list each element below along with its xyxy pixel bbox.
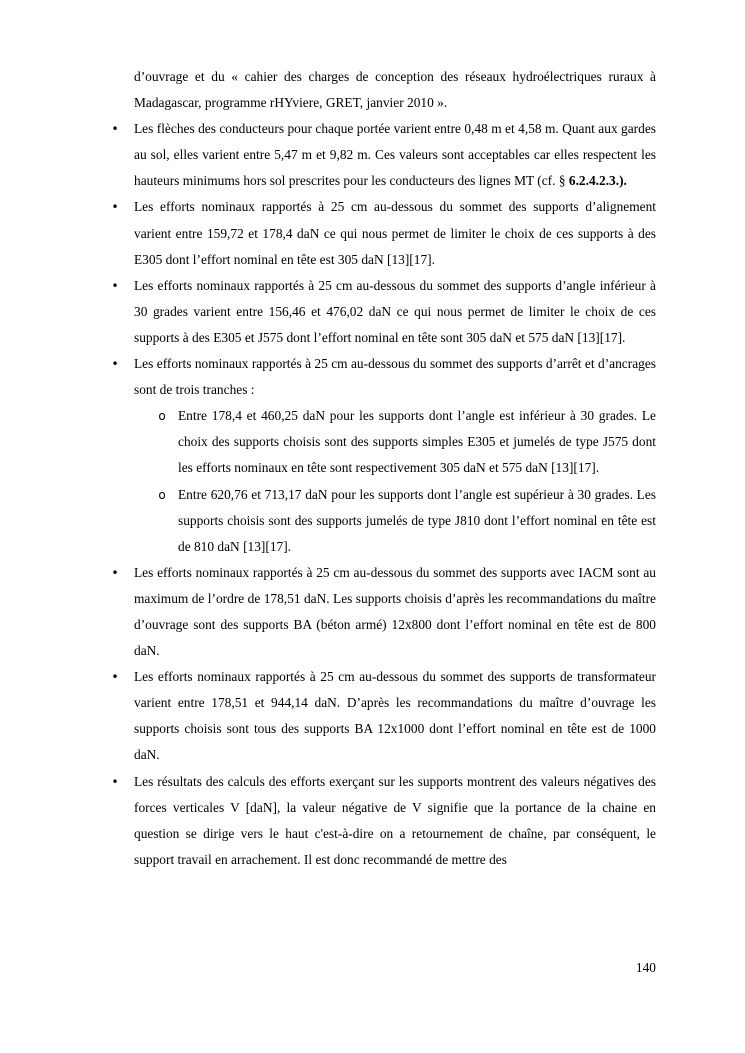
bullet-text: Les efforts nominaux rapportés à 25 cm au-dessous du sommet des supports d’angle inférieur à 30 grades varient entre 156,46 et 476,02 daN ce qui nous permet de limiter le choix de ces supports à des E305 et J575 dont l’effort nominal en tête sont 305 daN et 575 daN [13][17]. [134, 277, 656, 345]
bullet-item [0, 351, 745, 560]
bullet-text [134, 116, 656, 194]
bullet-text: Les résultats des calculs des efforts exerçant sur les supports montrent des valeurs négatives des forces verticales V [daN], la valeur négative de V signifie que la portance de la chaine en question se dirige vers le haut c'est-à-dire on a retournement de chaîne, par conséquent, le support travail en arrachement. Il est donc recommandé de mettre des [134, 773, 656, 867]
bullet-icon: • [111, 357, 119, 372]
bullet-icon: • [111, 122, 119, 137]
bullet-icon: • [111, 278, 119, 293]
bullet-icon: • [111, 200, 119, 215]
bullet-list [0, 116, 745, 873]
sub-bullet-list [0, 403, 745, 560]
bullet-item [0, 116, 745, 194]
bullet-item [0, 273, 745, 351]
page-number: 140 [635, 960, 656, 975]
bullet-text: Les efforts nominaux rapportés à 25 cm au-dessous du sommet des supports d’alignement varient entre 159,72 et 178,4 daN ce qui nous permet de limiter le choix de ces supports à des E305 dont l’effort nominal en tête est 305 daN [13][17]. [134, 199, 656, 267]
bullet-text: Les efforts nominaux rapportés à 25 cm au-dessous du sommet des supports d’arrêt et d’ancrages sont de trois tranches : [134, 356, 656, 398]
bullet-text: Les efforts nominaux rapportés à 25 cm au-dessous du sommet des supports de transformateur varient entre 178,51 et 944,14 daN. D’après les recommandations du maître d’ouvrage les supports choisis sont tous des supports BA 12x1000 dont l’effort nominal en tête est de 1000 daN. [134, 669, 656, 763]
bullet-icon: • [111, 565, 119, 580]
sub-bullet-text: Entre 620,76 et 713,17 daN pour les supports dont l’angle est supérieur à 30 grades. Les supports choisis sont des supports jumelés de type J810 dont l’effort nominal en tête est de 810 daN [13][17]. [178, 486, 656, 554]
bullet-item [0, 664, 745, 768]
bullet-text-body: Les flèches des conducteurs pour chaque portée varient entre 0,48 m et 4,58 m. Quant aux gardes au sol, elles varient entre 5,47 m et 9,82 m. Ces valeurs sont acceptables car elles respectent les hauteurs minimums hors sol prescrites pour les conducteurs des lignes MT (cf. § [134, 121, 656, 189]
continuation-paragraph: d’ouvrage et du « cahier des charges de conception des réseaux hydroélectriques ruraux à Madagascar, programme rHYviere, GRET, janvier 2010 ». [134, 69, 656, 111]
bullet-item [0, 194, 745, 272]
bullet-item [0, 769, 745, 873]
bullet-item [0, 560, 745, 664]
bullet-icon: • [111, 670, 119, 685]
bullet-icon: • [111, 774, 119, 789]
sub-bullet-item [0, 403, 745, 481]
bullet-text: Les efforts nominaux rapportés à 25 cm au-dessous du sommet des supports avec IACM sont au maximum de l’ordre de 178,51 daN. Les supports choisis d’après les recommandations du maître d’ouvrage sont des supports BA (béton armé) 12x800 dont l’effort nominal en tête est de 800 daN. [134, 564, 656, 659]
sub-bullet-item [0, 482, 745, 560]
section-reference: 6.2.4.2.3.). [568, 173, 627, 189]
circle-bullet-icon: o [158, 409, 166, 424]
circle-bullet-icon: o [158, 487, 166, 502]
sub-bullet-text: Entre 178,4 et 460,25 daN pour les supports dont l’angle est inférieur à 30 grades. Le choix des supports choisis sont des supports simples E305 et jumelés de type J575 dont les efforts nominaux en tête sont respectivement 305 daN et 575 daN [13][17]. [178, 408, 656, 476]
